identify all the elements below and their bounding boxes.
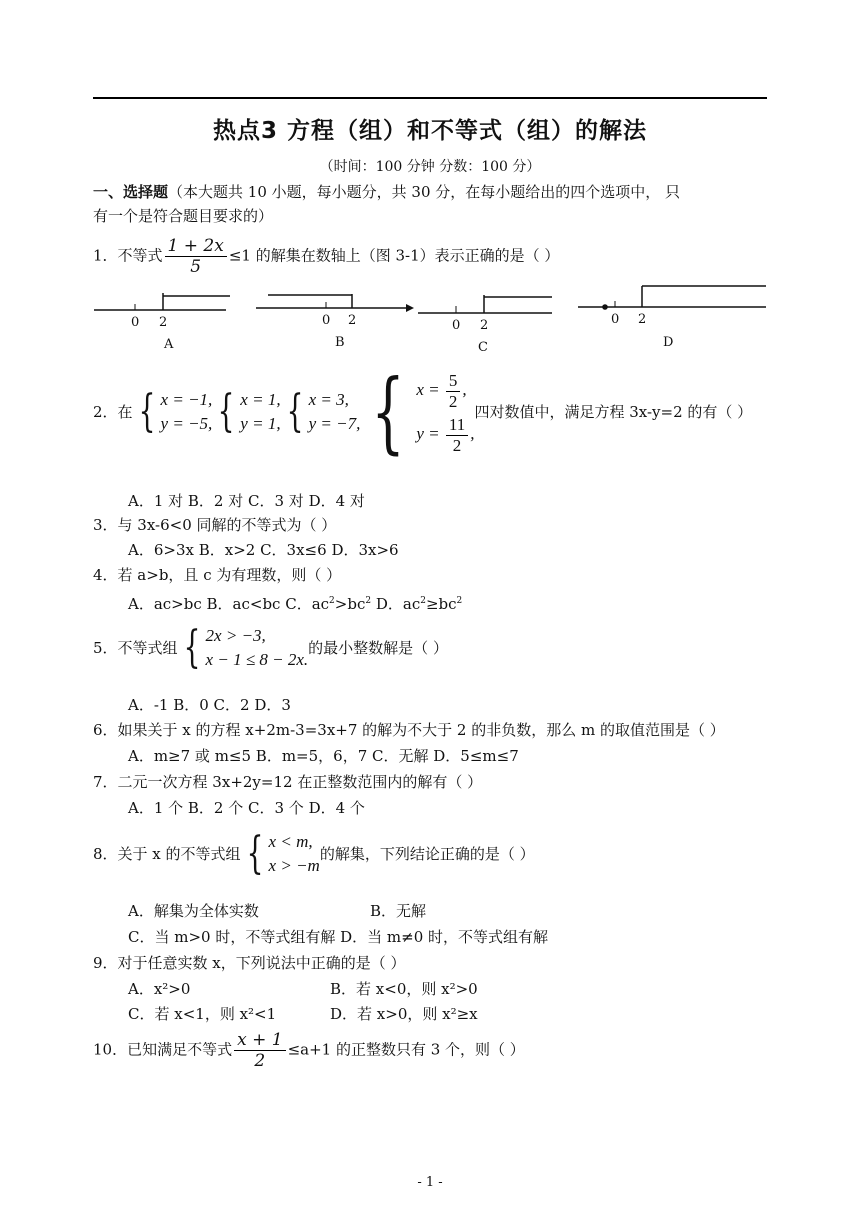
question-7: 7．二元一次方程 3x+2y=12 在正整数范围内的解有（ ） — [93, 773, 483, 791]
number-line-a-tick-0: 0 — [131, 315, 140, 330]
section-intro-line1: （本大题共 10 小题，每小题分，共 30 分，在每小题给出的四个选项中， 只 — [168, 183, 681, 201]
number-line-c-tick-2: 2 — [480, 318, 489, 333]
q5-suffix: 的最小整数解是（ ） — [308, 639, 448, 657]
number-line-b-label: B — [335, 335, 345, 350]
q8-suffix: 的解集，下列结论正确的是（ ） — [319, 845, 535, 863]
section-intro-line2: 有一个是符合题目要求的） — [93, 207, 274, 225]
q10-suffix: ≤a+1 的正整数只有 3 个，则（ ） — [287, 1040, 525, 1059]
q7-options: A．1 个 B．2 个 C．3 个 D．4 个 — [128, 799, 365, 817]
q2-pair-4: x = $\frac{5}{2}$ , y = $\frac{11}{2}$ , — [416, 370, 475, 455]
number-line-c-tick-0: 0 — [452, 318, 461, 333]
question-9: 9．对于任意实数 x，下列说法中正确的是（ ） — [93, 954, 406, 972]
question-2 — [93, 360, 753, 463]
question-6: 6．如果关于 x 的方程 x+2m-3=3x+7 的解为不大于 2 的非负数，那么 m 的取值范围是（ ） — [93, 721, 725, 739]
q8-system: x < m, x > −m — [268, 832, 320, 875]
q10-frac-den: 2 — [254, 1051, 266, 1071]
question-10 — [93, 1030, 525, 1071]
q10-frac-num: x + 1 — [234, 1030, 285, 1051]
number-line-c-label: C — [478, 340, 488, 355]
q6-options: A．m≥7 或 m≤5 B．m=5，6，7 C．无解 D．5≤m≤7 — [128, 747, 519, 765]
q4-options: A．ac>bc B．ac<bc C．$ac^2>bc^2$ D．$ac^2\ge bc^2$ — [128, 595, 463, 613]
q5-prefix: 5．不等式组 — [93, 639, 178, 657]
q2-prefix: 2．在 — [93, 403, 133, 421]
q10-prefix: 10．已知满足不等式 — [93, 1040, 233, 1059]
q1-fraction — [165, 236, 227, 277]
q2-options: A．1 对 B．2 对 C．3 对 D．4 对 — [128, 492, 365, 510]
q9-option-b: B．若 x<0，则 x²>0 — [330, 980, 478, 998]
q1-frac-num: 1 + 2x — [165, 236, 227, 257]
number-line-d-tick-2: 2 — [638, 312, 647, 327]
q8-options-cd: C．当 m>0 时，不等式组有解 D．当 m≠0 时，不等式组有解 — [128, 928, 549, 946]
page-subtitle: （时间：100 分钟 分数：100 分） — [319, 159, 541, 175]
number-line-d — [578, 286, 766, 350]
q9-option-a: A．x²>0 — [128, 980, 191, 998]
question-1 — [93, 236, 559, 277]
q10-fraction — [234, 1030, 285, 1071]
q5-options: A．-1 B．0 C．2 D．3 — [128, 696, 291, 714]
q5-brace: { — [183, 622, 200, 673]
q2-brace-1: { — [138, 386, 155, 437]
q2-suffix: 四对数值中，满足方程 3x-y=2 的有（ ） — [474, 403, 753, 421]
q1-number-lines — [90, 280, 770, 356]
q1-frac-den: 5 — [190, 257, 202, 277]
q2-pair-1: x = −1, y = −5, — [160, 390, 213, 433]
question-5 — [93, 624, 448, 672]
number-line-d-tick-0: 0 — [611, 312, 620, 327]
header-rule — [93, 97, 767, 99]
q8-option-b: B．无解 — [370, 902, 427, 920]
number-line-a — [94, 293, 230, 352]
q2-pair-2: x = 1, y = 1, — [240, 390, 281, 433]
number-line-a-label: A — [164, 337, 174, 352]
q9-option-c: C．若 x<1，则 x²<1 — [128, 1005, 277, 1023]
page-number: - 1 - — [417, 1175, 443, 1190]
q3-options: A．6>3x B．x>2 C．3x≤6 D．3x>6 — [128, 541, 399, 559]
q9-option-d: D．若 x>0，则 x²≥x — [330, 1005, 478, 1023]
number-line-d-label: D — [663, 335, 674, 350]
q8-prefix: 8．关于 x 的不等式组 — [93, 845, 241, 863]
q2-brace-4: { — [371, 360, 406, 463]
number-line-b-tick-0: 0 — [322, 313, 331, 328]
section-heading: 一、选择题 — [93, 183, 169, 201]
q5-system: 2x > −3, x − 1 ≤ 8 − 2x. — [205, 626, 309, 669]
number-line-b — [256, 294, 414, 350]
q1-suffix: ≤1 的解集在数轴上（图 3-1）表示正确的是（ ） — [228, 246, 560, 265]
q2-brace-2: { — [217, 386, 235, 437]
section-intro — [93, 181, 680, 203]
number-line-b-tick-2: 2 — [348, 313, 357, 328]
question-8 — [93, 830, 535, 878]
q2-pair-3: x = 3, y = −7, — [308, 390, 361, 433]
page-title: 热点3 方程（组）和不等式（组）的解法 — [212, 118, 647, 144]
number-line-a-tick-2: 2 — [159, 315, 168, 330]
number-line-c — [418, 295, 552, 355]
question-4: 4．若 a>b，且 c 为有理数，则（ ） — [93, 566, 342, 584]
question-3: 3．与 3x-6<0 同解的不等式为（ ） — [93, 516, 337, 534]
q8-option-a: A．解集为全体实数 — [128, 902, 259, 920]
q8-brace: { — [246, 828, 263, 879]
q2-brace-3: { — [286, 386, 303, 437]
q1-prefix: 1．不等式 — [93, 246, 163, 265]
